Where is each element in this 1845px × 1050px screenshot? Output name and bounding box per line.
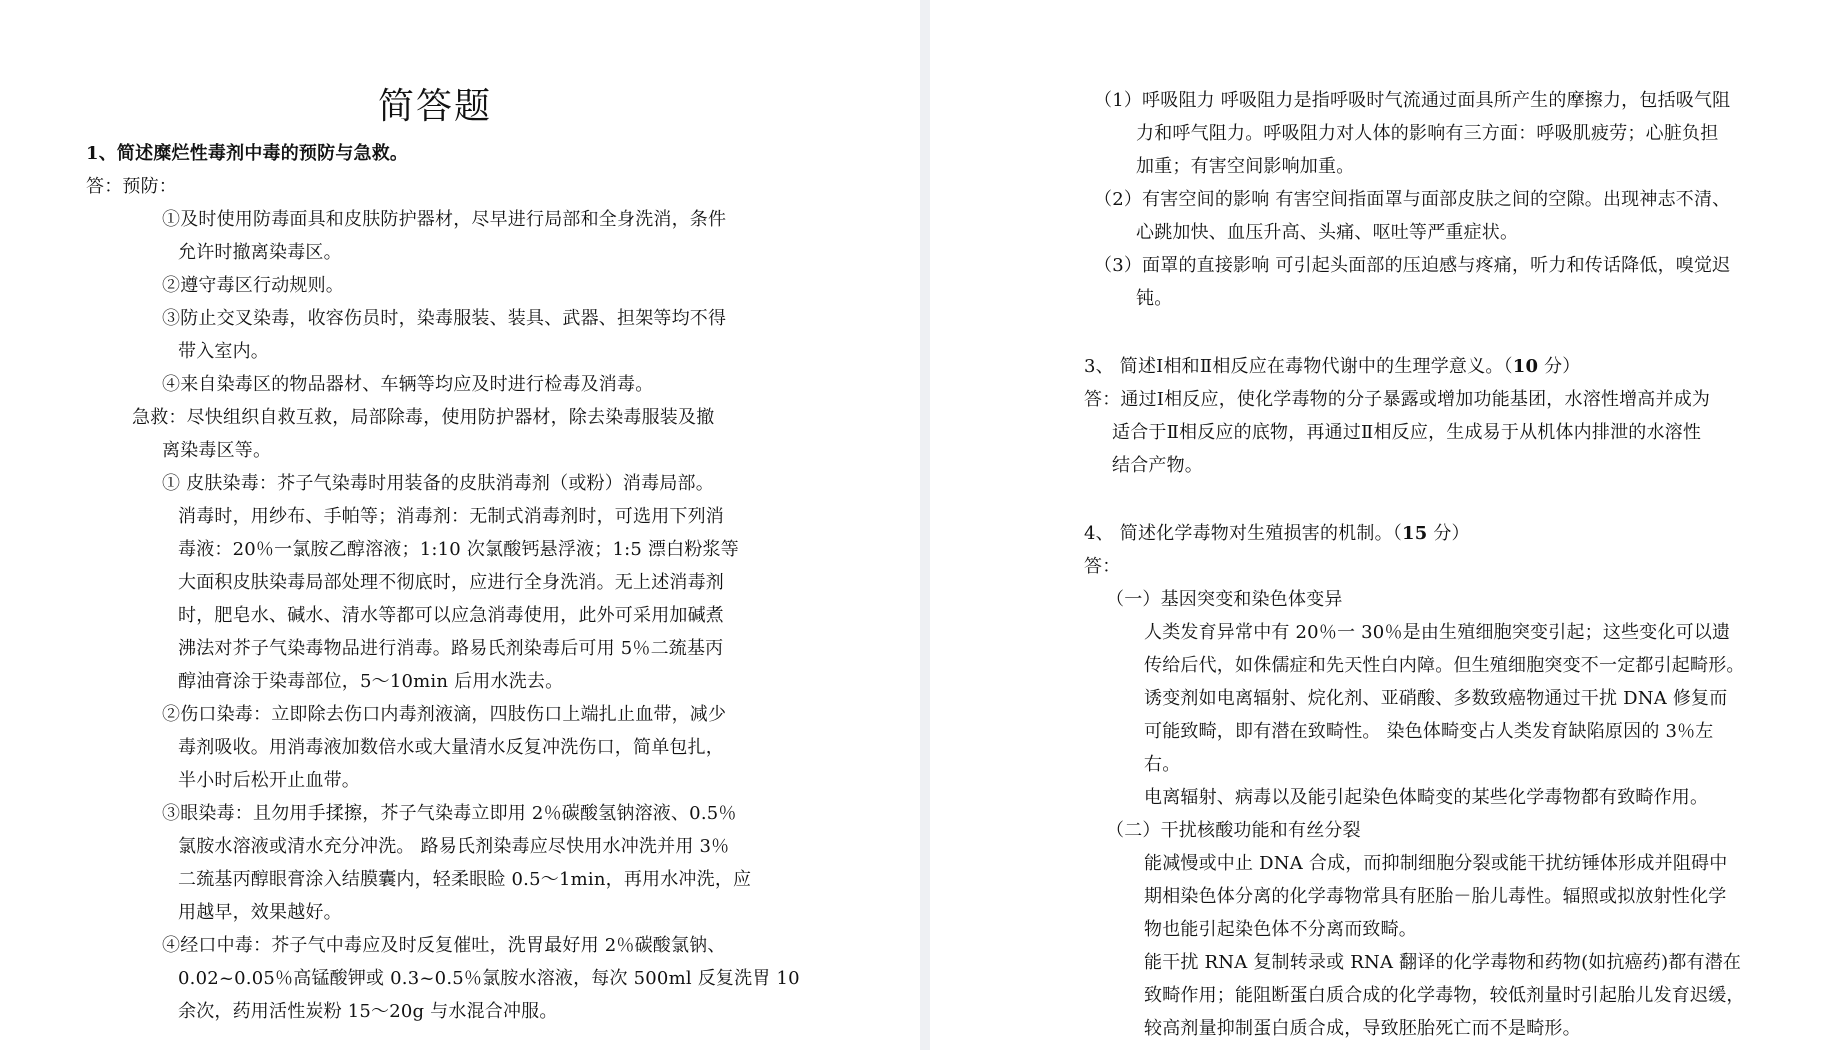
question-4-points: 15 [1401, 523, 1428, 544]
text-line: 沸法对芥子气染毒物品进行消毒。路易氏剂染毒后可用 5％二巯基丙 [178, 638, 724, 659]
question-4 [1084, 519, 1470, 549]
answer-label: 答： [1084, 556, 1121, 577]
text-line: 急救：尽快组织自救互救，局部除毒，使用防护器材，除去染毒服装及撤 [132, 407, 715, 428]
text-line: ③防止交叉染毒，收容伤员时，染毒服装、装具、武器、担架等均不得 [162, 308, 727, 329]
question-3-text: 3、 简述Ⅰ相和Ⅱ相反应在毒物代谢中的生理学意义。（ [1084, 356, 1513, 377]
text-line: 物也能引起染色体不分离而致畸。 [1144, 919, 1417, 940]
text-line: 传给后代，如侏儒症和先天性白内障。但生殖细胞突变不一定都引起畸形。 [1144, 655, 1745, 676]
text-line: 心跳加快、血压升高、头痛、呕吐等严重症状。 [1136, 222, 1519, 243]
text-line: 期相染色体分离的化学毒物常具有胚胎－胎儿毒性。辐照或拟放射性化学 [1144, 886, 1727, 907]
text-line: ④来自染毒区的物品器材、车辆等均应及时进行检毒及消毒。 [162, 374, 654, 395]
text-line: 消毒时，用纱布、手帕等；消毒剂：无制式消毒剂时，可选用下列消 [178, 506, 724, 527]
text-line: 人类发育异常中有 20％一 30％是由生殖细胞突变引起；这些变化可以遗 [1144, 622, 1731, 643]
text-line: 时，肥皂水、碱水、清水等都可以应急消毒使用，此外可采用加碱煮 [178, 605, 724, 626]
text-line: 氯胺水溶液或清水充分冲洗。 路易氏剂染毒应尽快用水冲洗并用 3％ [178, 836, 730, 857]
text-line: 钝。 [1136, 288, 1173, 309]
text-line: 结合产物。 [1112, 455, 1203, 476]
text-line: 余次，药用活性炭粉 15～20g 与水混合冲服。 [178, 1001, 558, 1022]
text-line: 大面积皮肤染毒局部处理不彻底时，应进行全身洗消。无上述消毒剂 [178, 572, 724, 593]
text-line: 毒剂吸收。用消毒液加数倍水或大量清水反复冲洗伤口，简单包扎， [178, 737, 724, 758]
text-line: 诱变剂如电离辐射、烷化剂、亚硝酸、多数致癌物通过干扰 DNA 修复而 [1144, 688, 1728, 709]
text-line: 用越早，效果越好。 [178, 902, 342, 923]
text-line: 能减慢或中止 DNA 合成，而抑制细胞分裂或能干扰纺锤体形成并阻碍中 [1144, 853, 1728, 874]
page-title: 简答题 [378, 86, 493, 127]
text-line: 力和呼气阻力。呼吸阻力对人体的影响有三方面：呼吸肌疲劳；心脏负担 [1136, 123, 1719, 144]
page-gutter [920, 0, 930, 1050]
text-line: 右。 [1144, 754, 1181, 775]
question-3 [1084, 352, 1581, 382]
text-line: ④经口中毒：芥子气中毒应及时反复催吐，洗胃最好用 2％碳酸氯钠、 [162, 935, 726, 956]
text-line: 离染毒区等。 [162, 440, 272, 461]
section-heading: （一）基因突变和染色体变异 [1106, 589, 1343, 610]
text-line: ②遵守毒区行动规则。 [162, 275, 344, 296]
text-line: 致畸作用；能阻断蛋白质合成的化学毒物，较低剂量时引起胎儿发育迟缓， [1144, 985, 1745, 1006]
text-line: 二巯基丙醇眼膏涂入结膜囊内，轻柔眼睑 0.5～1min，再用水冲洗，应 [178, 869, 752, 890]
document-page-left [0, 0, 920, 1050]
text-line: 半小时后松开止血带。 [178, 770, 360, 791]
text-line: 毒液：20％一氯胺乙醇溶液；1:10 次氯酸钙悬浮液；1:5 漂白粉浆等 [178, 539, 739, 560]
text-line: ③眼染毒：且勿用手揉擦，芥子气染毒立即用 2％碳酸氢钠溶液、0.5％ [162, 803, 737, 824]
text-line: 电离辐射、病毒以及能引起染色体畸变的某些化学毒物都有致畸作用。 [1144, 787, 1709, 808]
text-line: 加重；有害空间影响加重。 [1136, 156, 1355, 177]
question-3-unit: 分） [1538, 356, 1581, 377]
question-3-points: 10 [1512, 356, 1539, 377]
text-line: 答：通过Ⅰ相反应，使化学毒物的分子暴露或增加功能基团，水溶性增高并成为 [1084, 389, 1711, 410]
text-line: 可能致畸，即有潜在致畸性。 染色体畸变占人类发育缺陷原因的 3％左 [1144, 721, 1714, 742]
text-line: 0.02~0.05％高锰酸钾或 0.3~0.5％氯胺水溶液，每次 500ml 反复洗胃 10 [178, 968, 800, 989]
text-line: 能干扰 RNA 复制转录或 RNA 翻译的化学毒物和药物(如抗癌药)都有潜在 [1144, 952, 1742, 973]
document-page-right [930, 0, 1845, 1050]
text-line: （1）呼吸阻力 呼吸阻力是指呼吸时气流通过面具所产生的摩擦力，包括吸气阻 [1094, 90, 1731, 111]
text-line: 较高剂量抑制蛋白质合成，导致胚胎死亡而不是畸形。 [1144, 1018, 1581, 1039]
text-line: （3）面罩的直接影响 可引起头面部的压迫感与疼痛，听力和传话降低，嗅觉迟 [1094, 255, 1731, 276]
text-line: （2）有害空间的影响 有害空间指面罩与面部皮肤之间的空隙。出现神志不清、 [1094, 189, 1731, 210]
text-line: ① 皮肤染毒：芥子气染毒时用装备的皮肤消毒剂（或粉）消毒局部。 [162, 473, 714, 494]
question-4-unit: 分） [1427, 523, 1470, 544]
text-line: ②伤口染毒：立即除去伤口内毒剂液滴，四肢伤口上端扎止血带，减少 [162, 704, 727, 725]
question-4-text: 4、 简述化学毒物对生殖损害的机制。（ [1084, 523, 1402, 544]
text-line: 醇油膏涂于染毒部位，5～10min 后用水洗去。 [178, 671, 564, 692]
text-line: 带入室内。 [178, 341, 269, 362]
answer-label: 答：预防： [86, 176, 177, 197]
text-line: 允许时撤离染毒区。 [178, 242, 342, 263]
text-line: 适合于Ⅱ相反应的底物，再通过Ⅱ相反应，生成易于从机体内排泄的水溶性 [1112, 422, 1702, 443]
question-1: 1、简述糜烂性毒剂中毒的预防与急救。 [86, 143, 409, 164]
text-line: ①及时使用防毒面具和皮肤防护器材，尽早进行局部和全身洗消，条件 [162, 209, 727, 230]
section-heading: （二）干扰核酸功能和有丝分裂 [1106, 820, 1361, 841]
